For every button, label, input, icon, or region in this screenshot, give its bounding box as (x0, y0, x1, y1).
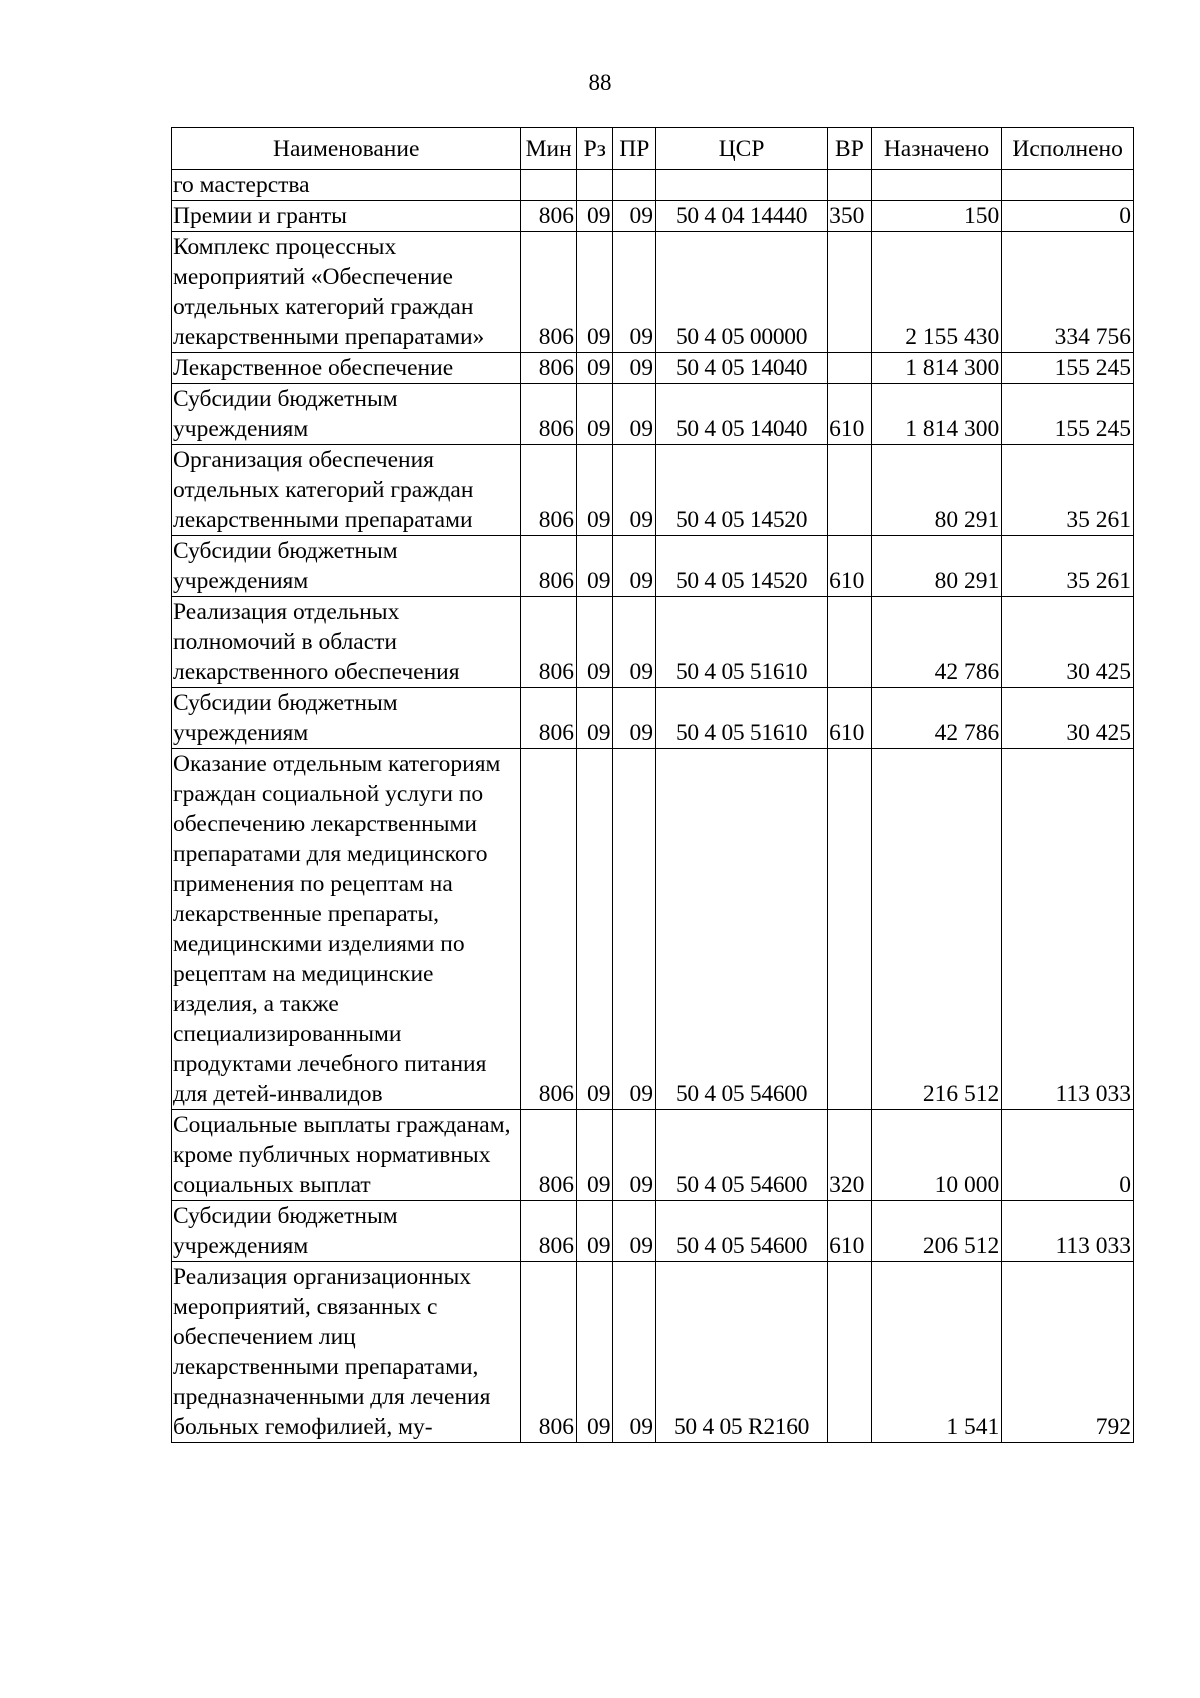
cell-assigned: 1 814 300 (871, 384, 1002, 445)
cell-csr: 50 4 05 14520 (656, 536, 828, 597)
cell-assigned: 80 291 (871, 536, 1002, 597)
cell-min: 806 (521, 384, 577, 445)
table-row (172, 597, 1134, 688)
cell-vr: 610 (828, 536, 872, 597)
cell-csr: 50 4 05 14040 (656, 384, 828, 445)
cell-min: 806 (521, 1262, 577, 1443)
cell-executed: 792 (1002, 1262, 1134, 1443)
cell-assigned: 206 512 (871, 1201, 1002, 1262)
cell-csr: 50 4 05 51610 (656, 597, 828, 688)
cell-csr: 50 4 05 54600 (656, 1201, 828, 1262)
cell-name: Субсидии бюджетным учреждениям (172, 384, 521, 445)
cell-assigned: 1 541 (871, 1262, 1002, 1443)
cell-rz: 09 (577, 201, 613, 232)
cell-vr: 610 (828, 384, 872, 445)
table-row (172, 688, 1134, 749)
cell-min: 806 (521, 597, 577, 688)
cell-pr: 09 (613, 536, 656, 597)
header-pr: ПР (613, 128, 656, 170)
cell-vr: 610 (828, 1201, 872, 1262)
table-row (172, 536, 1134, 597)
cell-assigned (871, 170, 1002, 201)
cell-min: 806 (521, 1110, 577, 1201)
cell-pr: 09 (613, 1110, 656, 1201)
table-body (172, 170, 1134, 1443)
cell-rz: 09 (577, 536, 613, 597)
cell-executed: 155 245 (1002, 353, 1134, 384)
table-row (172, 170, 1134, 201)
cell-pr (613, 170, 656, 201)
cell-rz: 09 (577, 232, 613, 353)
cell-min: 806 (521, 353, 577, 384)
cell-rz: 09 (577, 1110, 613, 1201)
cell-min: 806 (521, 536, 577, 597)
cell-pr: 09 (613, 749, 656, 1110)
cell-executed: 155 245 (1002, 384, 1134, 445)
cell-name: Реализация отдельных полномочий в области лекарственного обеспечения (172, 597, 521, 688)
cell-rz: 09 (577, 688, 613, 749)
cell-executed: 30 425 (1002, 688, 1134, 749)
cell-assigned: 2 155 430 (871, 232, 1002, 353)
cell-name: Реализация организационных мероприятий, связанных с обеспечением лиц лекарственными препаратами, предназначенными для лечения больных гемофилией, му- (172, 1262, 521, 1443)
cell-executed: 0 (1002, 201, 1134, 232)
budget-table (171, 127, 1134, 1443)
cell-name: Субсидии бюджетным учреждениям (172, 688, 521, 749)
cell-rz: 09 (577, 445, 613, 536)
cell-vr (828, 170, 872, 201)
cell-pr: 09 (613, 445, 656, 536)
cell-vr: 350 (828, 201, 872, 232)
cell-name: Организация обеспечения отдельных категорий граждан лекарственными препаратами (172, 445, 521, 536)
cell-name: Премии и гранты (172, 201, 521, 232)
cell-executed: 35 261 (1002, 536, 1134, 597)
cell-executed: 30 425 (1002, 597, 1134, 688)
cell-rz: 09 (577, 1262, 613, 1443)
cell-pr: 09 (613, 597, 656, 688)
header-name: Наименование (172, 128, 521, 170)
header-assigned: Назначено (871, 128, 1002, 170)
table-row (172, 1201, 1134, 1262)
cell-vr (828, 232, 872, 353)
cell-vr (828, 749, 872, 1110)
cell-csr: 50 4 05 14520 (656, 445, 828, 536)
cell-min: 806 (521, 749, 577, 1110)
cell-min: 806 (521, 232, 577, 353)
cell-assigned: 80 291 (871, 445, 1002, 536)
cell-pr: 09 (613, 688, 656, 749)
cell-assigned: 42 786 (871, 597, 1002, 688)
cell-assigned: 1 814 300 (871, 353, 1002, 384)
cell-executed: 113 033 (1002, 1201, 1134, 1262)
cell-rz: 09 (577, 384, 613, 445)
cell-rz: 09 (577, 749, 613, 1110)
table-row (172, 232, 1134, 353)
cell-name: Оказание отдельным категориям граждан социальной услуги по обеспечению лекарственными препаратами для медицинского применения по рецептам на лекарственные препараты, медицинскими изделиями по рецептам на медицинские изделия, а также специализированными продуктами лечебного питания для детей-инвалидов (172, 749, 521, 1110)
table-row (172, 201, 1134, 232)
cell-assigned: 150 (871, 201, 1002, 232)
cell-csr: 50 4 05 51610 (656, 688, 828, 749)
header-min: Мин (521, 128, 577, 170)
cell-executed: 35 261 (1002, 445, 1134, 536)
cell-pr: 09 (613, 1201, 656, 1262)
cell-csr: 50 4 05 14040 (656, 353, 828, 384)
cell-pr: 09 (613, 232, 656, 353)
header-csr: ЦСР (656, 128, 828, 170)
cell-name: Лекарственное обеспечение (172, 353, 521, 384)
cell-vr (828, 445, 872, 536)
table-row (172, 384, 1134, 445)
header-rz: Рз (577, 128, 613, 170)
table-row (172, 1110, 1134, 1201)
table-header-row (172, 128, 1134, 170)
cell-rz: 09 (577, 1201, 613, 1262)
cell-csr: 50 4 05 R2160 (656, 1262, 828, 1443)
cell-assigned: 216 512 (871, 749, 1002, 1110)
table-row (172, 353, 1134, 384)
cell-rz: 09 (577, 597, 613, 688)
table-row (172, 445, 1134, 536)
cell-csr: 50 4 04 14440 (656, 201, 828, 232)
cell-name: Социальные выплаты гражданам, кроме публичных нормативных социальных выплат (172, 1110, 521, 1201)
cell-pr: 09 (613, 353, 656, 384)
table-row (172, 1262, 1134, 1443)
cell-name: Комплекс процессных мероприятий «Обеспечение отдельных категорий граждан лекарственными препаратами» (172, 232, 521, 353)
cell-name: Субсидии бюджетным учреждениям (172, 1201, 521, 1262)
header-vr: ВР (828, 128, 872, 170)
cell-min: 806 (521, 688, 577, 749)
cell-pr: 09 (613, 201, 656, 232)
cell-min: 806 (521, 445, 577, 536)
cell-vr (828, 353, 872, 384)
cell-vr: 610 (828, 688, 872, 749)
cell-name: го мастерства (172, 170, 521, 201)
cell-csr: 50 4 05 00000 (656, 232, 828, 353)
cell-executed: 0 (1002, 1110, 1134, 1201)
cell-csr: 50 4 05 54600 (656, 1110, 828, 1201)
cell-min: 806 (521, 1201, 577, 1262)
cell-vr (828, 1262, 872, 1443)
page-number: 88 (588, 70, 612, 95)
cell-pr: 09 (613, 1262, 656, 1443)
table-row (172, 749, 1134, 1110)
cell-vr (828, 597, 872, 688)
header-executed: Исполнено (1002, 128, 1134, 170)
cell-csr (656, 170, 828, 201)
cell-min: 806 (521, 201, 577, 232)
cell-rz: 09 (577, 353, 613, 384)
cell-executed (1002, 170, 1134, 201)
cell-rz (577, 170, 613, 201)
cell-csr: 50 4 05 54600 (656, 749, 828, 1110)
cell-vr: 320 (828, 1110, 872, 1201)
cell-pr: 09 (613, 384, 656, 445)
cell-min (521, 170, 577, 201)
cell-assigned: 10 000 (871, 1110, 1002, 1201)
cell-name: Субсидии бюджетным учреждениям (172, 536, 521, 597)
cell-executed: 334 756 (1002, 232, 1134, 353)
cell-assigned: 42 786 (871, 688, 1002, 749)
cell-executed: 113 033 (1002, 749, 1134, 1110)
